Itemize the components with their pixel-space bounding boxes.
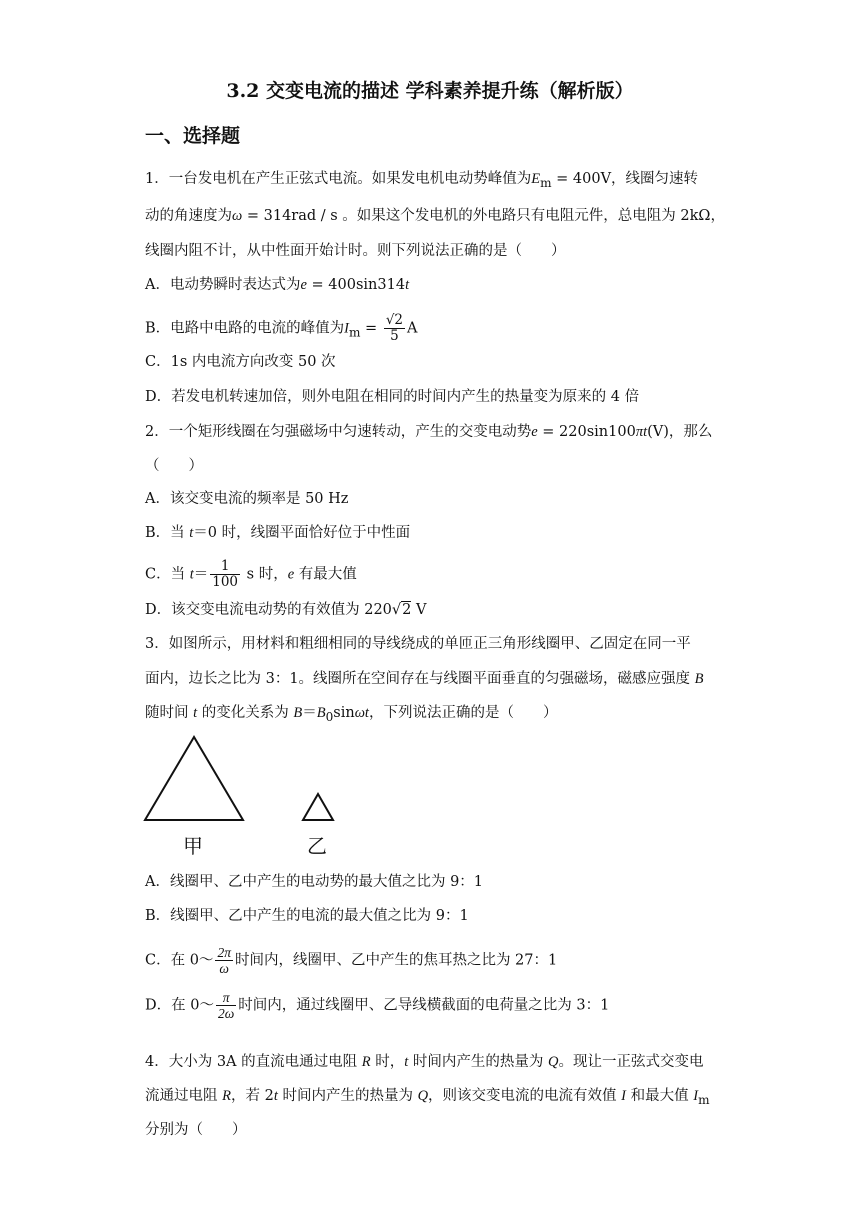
q3-option-d: D．在 0～ $\frac{\pi}{2\omega}$ 时间内，通过线圈甲、乙导线横截面的电荷量之比为 3：1 <box>145 990 610 1021</box>
q1-line-3: 线圈内阻不计，从中性面开始计时。则下列说法正确的是（ ） <box>145 243 566 259</box>
figure-label-jia: 甲 <box>183 834 203 858</box>
q1-option-b: B．电路中电路的电流的峰值为$I_m$ = $\frac{√2}{5}$ A <box>145 312 418 344</box>
q1-option-a: A．电动势瞬时表达式为e = 400sin314t <box>145 277 410 293</box>
q4-line-2: 流通过电阻 R，若 2t 时间内产生的热量为 Q，则该交变电流的电流有效值 I 和最大值 $I_m$ <box>145 1088 710 1107</box>
triangle-coils-svg <box>140 734 360 860</box>
q4-line-1: 4．大小为 3A 的直流电通过电阻 R 时，t 时间内产生的热量为 Q。现让一正弦式交变电 <box>145 1054 704 1070</box>
q2-option-d: D．该交变电流电动势的有效值为 220√2 V <box>145 602 427 618</box>
triangle-coils-figure <box>140 734 360 860</box>
q3-line-3: 随时间 t 的变化关系为 $B=B_0\sin\omega t$，下列说法正确的是（ ） <box>145 705 558 724</box>
q3-option-a: A．线圈甲、乙中产生的电动势的最大值之比为 9：1 <box>145 874 484 890</box>
q2-line-2: （ ） <box>145 458 203 474</box>
q1-option-d: D．若发电机转速加倍，则外电阻在相同的时间内产生的热量变为原来的 4 倍 <box>145 389 640 405</box>
q2-option-b: B．当 t＝0 时，线圈平面恰好位于中性面 <box>145 525 411 541</box>
triangle-jia <box>145 737 243 820</box>
q2-option-a: A．该交变电流的频率是 50 Hz <box>145 491 349 507</box>
q2-option-c: C．当 t＝ $\frac{1}{100}$ s 时，e 有最大值 <box>145 558 357 590</box>
q3-line-2: 面内，边长之比为 3：1。线圈所在空间存在与线圈平面垂直的匀强磁场，磁感应强度 B <box>145 671 704 687</box>
q1-line-1: 1．一台发电机在产生正弦式电流。如果发电机电动势峰值为$E_m = 400V$，线圈匀速转 <box>145 171 699 190</box>
q3-option-c: C．在 0～ $\frac{2\pi}{\omega}$ 时间内，线圈甲、乙中产生的焦耳热之比为 27：1 <box>145 945 558 976</box>
q2-line-1: 2．一个矩形线圈在匀强磁场中匀速转动，产生的交变电动势e = 220sin100πt(V)，那么 <box>145 424 713 440</box>
q1-option-c: C．1s 内电流方向改变 50 次 <box>145 354 336 370</box>
q1-line-2: 动的角速度为ω = 314rad / s 。如果这个发电机的外电路只有电阻元件，总电阻为 2kΩ， <box>145 208 725 224</box>
triangle-yi <box>303 794 333 820</box>
section-heading: 一、选择题 <box>145 125 241 147</box>
document-title: 3.2 交变电流的描述 学科素养提升练（解析版） <box>226 80 634 102</box>
figure-label-yi: 乙 <box>307 834 327 858</box>
q3-line-1: 3．如图所示，用材料和粗细相同的导线绕成的单匝正三角形线圈甲、乙固定在同一平 <box>145 636 691 652</box>
q3-option-b: B．线圈甲、乙中产生的电流的最大值之比为 9：1 <box>145 908 469 924</box>
q4-line-3: 分别为（ ） <box>145 1122 247 1138</box>
